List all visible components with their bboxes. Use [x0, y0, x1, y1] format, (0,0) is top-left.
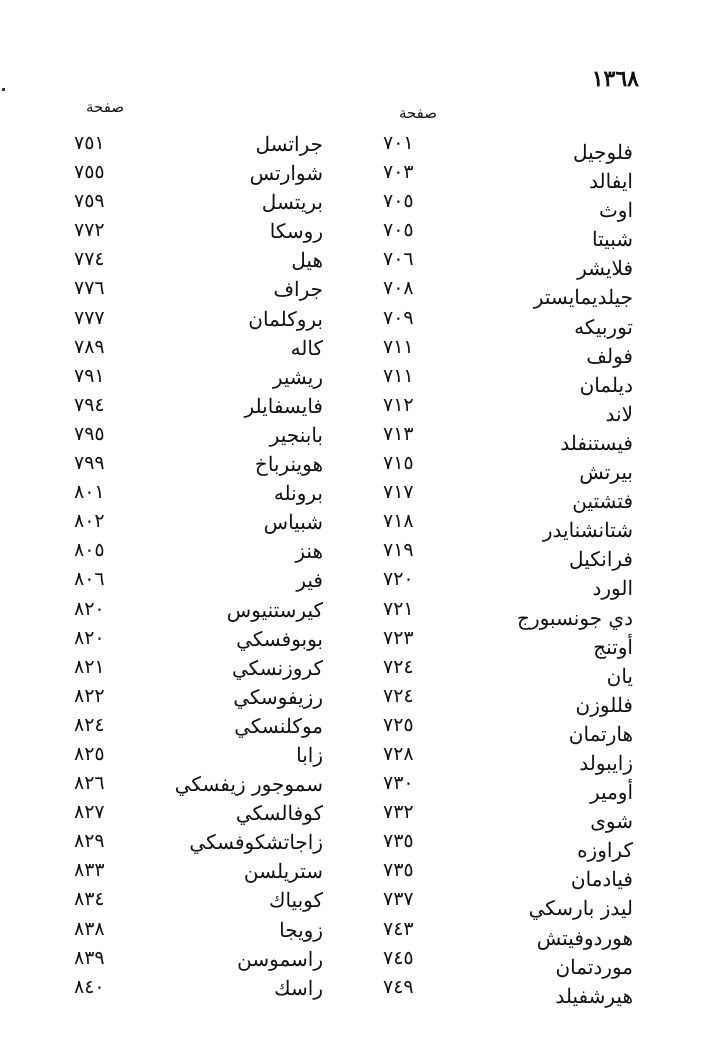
right-column-name: شبيتا: [592, 227, 633, 252]
page-number: ١٣٦٨: [591, 66, 639, 92]
right-column-name: لاند: [605, 401, 633, 426]
right-column-page: ٧٢٤: [383, 684, 414, 707]
left-column-name: ريشير: [272, 364, 323, 389]
right-column-name: هوردوفيتش: [536, 925, 633, 950]
left-column-name: رزيفوسكي: [233, 684, 323, 709]
left-column-page: ٨٢٥: [74, 742, 105, 765]
left-column-page: ٨٢٠: [74, 626, 105, 649]
left-column-name: زابا: [296, 742, 323, 767]
right-column-page: ٧٢١: [383, 597, 414, 620]
right-column-page: ٧٠٩: [383, 306, 414, 329]
left-column-page: ٨٤٠: [74, 975, 105, 998]
left-column-page: ٧٥١: [74, 132, 105, 154]
right-column-page: ٧٠٥: [383, 219, 414, 242]
right-column-name: فلوجيل: [572, 140, 633, 164]
right-column-name: هيرشفيلد: [555, 983, 633, 1008]
index-list: [0, 132, 727, 1008]
index-row: [0, 888, 727, 921]
right-column-name: ليدز بارسكي: [528, 896, 633, 921]
right-column-page: ٧٤٩: [383, 975, 414, 998]
right-column-name: فتشتين: [572, 489, 633, 514]
index-row: [0, 830, 727, 863]
left-column-name: هنز: [295, 539, 323, 564]
index-row: [0, 510, 727, 543]
left-column-name: شبياس: [263, 510, 323, 535]
right-column-name: توربيكه: [574, 314, 633, 339]
left-column-page: ٧٩٩: [74, 452, 105, 475]
left-column-name: موكلنسكي: [234, 713, 323, 738]
left-column-name: فير: [296, 568, 323, 593]
right-column-page: ٧٣٧: [383, 888, 414, 911]
left-column-name: كوبياك: [268, 888, 323, 913]
right-column-page: ٧١١: [383, 364, 414, 387]
right-column-page: ٧٤٥: [383, 946, 414, 969]
left-column-page: ٨٣٨: [74, 917, 105, 940]
left-column-page: ٨٢٧: [74, 801, 105, 824]
column-header-left: صفحة: [86, 98, 125, 116]
left-column-page: ٧٩٤: [74, 393, 105, 416]
index-row: [0, 626, 727, 659]
right-column-page: ٧٤٣: [383, 917, 414, 940]
right-column-page: ٧١٣: [383, 422, 414, 445]
right-column-page: ٧٢٨: [383, 742, 414, 765]
left-column-page: ٧٧٤: [74, 248, 105, 271]
left-column-name: كاله: [290, 335, 323, 360]
left-column-page: ٧٥٥: [74, 161, 105, 184]
left-column-page: ٧٨٩: [74, 335, 105, 358]
left-column-page: ٧٧٢: [74, 219, 105, 242]
right-column-name: فيستنفلد: [560, 430, 633, 455]
right-column-name: اوث: [598, 198, 633, 223]
right-column-page: ٧٠١: [383, 132, 414, 154]
right-column-name: شوى: [590, 809, 633, 834]
right-column-page: ٧٣٥: [383, 830, 414, 853]
right-column-name: شتانشنايدر: [542, 518, 633, 543]
index-row: [0, 306, 727, 339]
left-column-name: هيل: [291, 248, 323, 273]
right-column-name: كراوزه: [577, 838, 633, 863]
right-column-page: ٧٣٢: [383, 801, 414, 824]
left-column-name: شوارتس: [249, 161, 323, 186]
index-row: [0, 161, 727, 194]
left-column-page: ٨٢٠: [74, 597, 105, 620]
right-column-page: ٧٠٥: [383, 190, 414, 213]
index-row: [0, 946, 727, 979]
right-column-name: زايبولد: [579, 750, 633, 775]
left-column-page: ٨٢١: [74, 655, 105, 678]
left-column-name: بابنجير: [269, 422, 323, 447]
left-column-name: زاجاتشكوفسكي: [189, 830, 323, 855]
left-column-name: راسك: [274, 975, 323, 1000]
index-row: [0, 684, 727, 717]
margin-mark: [2, 88, 5, 91]
index-row: [0, 481, 727, 514]
index-row: [0, 859, 727, 892]
right-column-name: هارتمان: [568, 721, 633, 746]
right-column-name: فرانكيل: [569, 547, 633, 572]
left-column-page: ٧٥٩: [74, 190, 105, 213]
right-column-name: بيرتش: [579, 460, 633, 485]
right-column-name: موردتمان: [555, 954, 633, 979]
left-column-name: سموجور زيفسكي: [174, 772, 323, 797]
index-row: [0, 597, 727, 630]
index-row: [0, 539, 727, 572]
left-column-page: ٨٣٣: [74, 859, 105, 882]
right-column-name: دي جونسبورج: [517, 605, 633, 630]
left-column-page: ٨٢٢: [74, 684, 105, 707]
index-row: [0, 568, 727, 601]
left-column-page: ٨٢٩: [74, 830, 105, 853]
right-column-page: ٧١٥: [383, 452, 414, 475]
left-column-name: كوفالسكي: [235, 801, 323, 826]
right-column-name: أومير: [590, 780, 633, 805]
left-column-name: بوبوفسكي: [236, 626, 323, 651]
right-column-name: فولف: [586, 343, 633, 368]
left-column-name: هوينرباخ: [254, 452, 323, 477]
index-row: [0, 655, 727, 688]
index-row: [0, 277, 727, 310]
index-row: [0, 248, 727, 281]
right-column-page: ٧١٧: [383, 481, 414, 504]
right-column-name: أوتنج: [593, 634, 633, 659]
index-row: [0, 975, 727, 1008]
right-column-page: ٧٣٠: [383, 772, 414, 795]
left-column-page: ٨٢٤: [74, 713, 105, 736]
left-column-name: ستريلسن: [243, 859, 323, 884]
index-row: [0, 219, 727, 252]
left-column-name: فايسفايلر: [244, 393, 323, 418]
left-column-page: ٧٩١: [74, 364, 105, 387]
right-column-page: ٧١٨: [383, 510, 414, 533]
column-header-right: صفحة: [398, 104, 437, 122]
index-row: [0, 364, 727, 397]
index-row: [0, 713, 727, 746]
left-column-name: برونله: [273, 481, 323, 506]
index-row: [0, 452, 727, 485]
right-column-name: فللوزن: [575, 692, 633, 717]
left-column-page: ٨٠٦: [74, 568, 105, 591]
right-column-page: ٧٢٣: [383, 626, 414, 649]
index-row: [0, 772, 727, 805]
left-column-page: ٨٠١: [74, 481, 105, 504]
right-column-page: ٧٣٥: [383, 859, 414, 882]
right-column-name: ايفالد: [589, 169, 633, 194]
left-column-page: ٨٠٢: [74, 510, 105, 533]
left-column-name: روسكا: [269, 219, 323, 244]
index-row: [0, 190, 727, 223]
left-column-name: كروزنسكي: [232, 655, 323, 680]
left-column-name: بروكلمان: [248, 306, 323, 331]
index-row: [0, 742, 727, 775]
index-row: [0, 801, 727, 834]
index-row: [0, 132, 727, 164]
right-column-page: ٧٢٥: [383, 713, 414, 736]
index-row: [0, 422, 727, 455]
left-column-name: زويجا: [279, 917, 323, 942]
right-column-page: ٧١١: [383, 335, 414, 358]
left-column-page: ٨٠٥: [74, 539, 105, 562]
left-column-page: ٨٣٤: [74, 888, 105, 911]
left-column-name: بريتسل: [261, 190, 323, 215]
left-column-name: جراتسل: [255, 132, 323, 156]
right-column-page: ٧٠٣: [383, 161, 414, 184]
left-column-page: ٨٣٩: [74, 946, 105, 969]
left-column-name: راسموسن: [237, 946, 323, 971]
left-column-page: ٧٩٥: [74, 422, 105, 445]
right-column-name: فلايشر: [577, 256, 633, 281]
right-column-page: ٧١٢: [383, 393, 414, 416]
right-column-name: يان: [606, 663, 633, 688]
right-column-page: ٧٠٨: [383, 277, 414, 300]
right-column-name: فيادمان: [570, 867, 633, 892]
right-column-name: جيلديمايستر: [533, 285, 633, 310]
right-column-page: ٧١٩: [383, 539, 414, 562]
left-column-name: جراف: [273, 277, 323, 302]
left-column-name: كيرستنيوس: [226, 597, 323, 622]
index-row: [0, 393, 727, 426]
right-column-page: ٧٢٠: [383, 568, 414, 591]
right-column-name: ديلمان: [579, 372, 633, 397]
left-column-page: ٧٧٧: [74, 306, 105, 329]
left-column-page: ٧٧٦: [74, 277, 105, 300]
right-column-name: الورد: [592, 576, 633, 601]
index-row: [0, 917, 727, 950]
left-column-page: ٨٢٦: [74, 772, 105, 795]
right-column-page: ٧٠٦: [383, 248, 414, 271]
right-column-page: ٧٢٤: [383, 655, 414, 678]
index-row: [0, 335, 727, 368]
